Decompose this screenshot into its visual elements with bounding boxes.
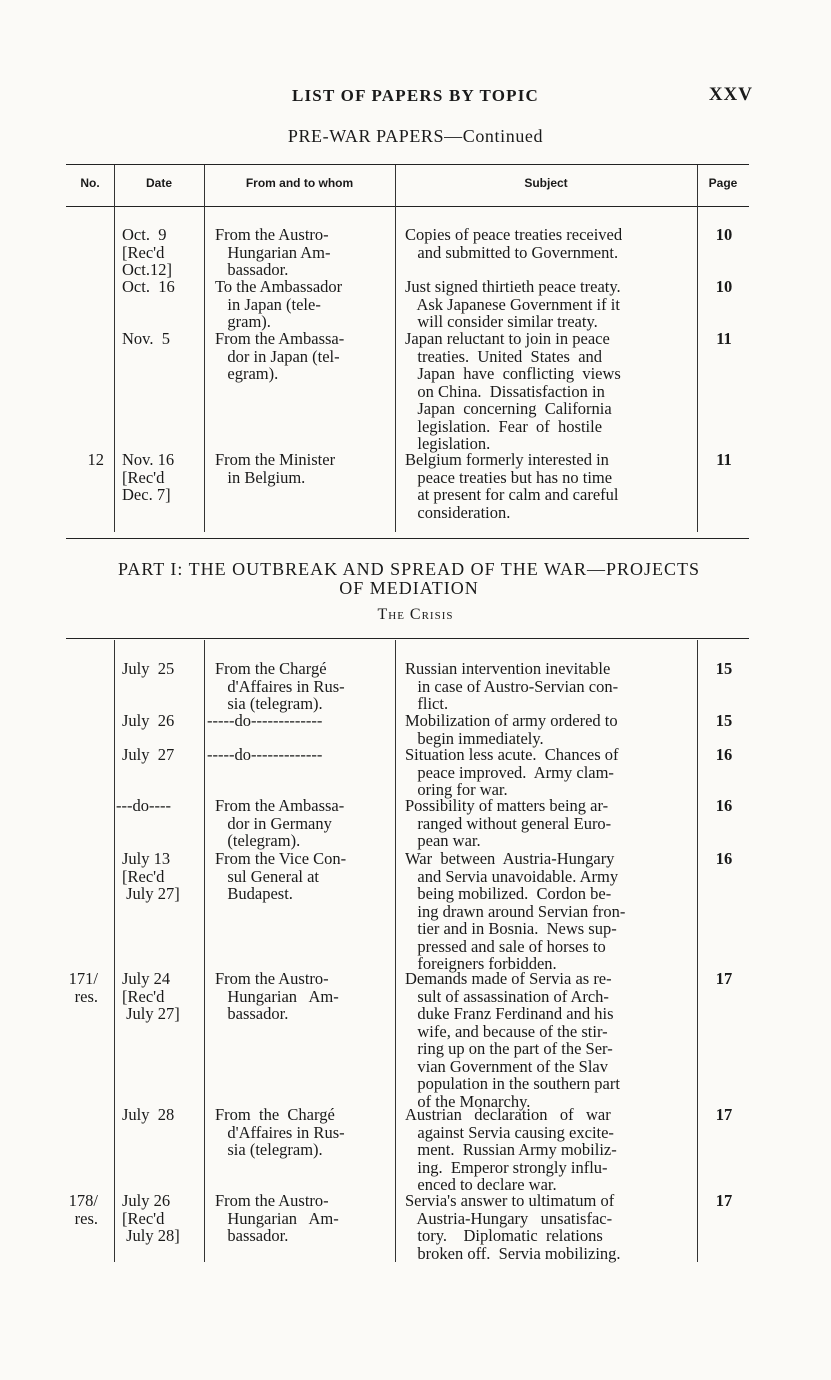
- column-header-page: Page: [708, 176, 738, 190]
- row-number: 171/ res.: [68, 969, 98, 1006]
- row-number: 12: [87, 450, 104, 469]
- row-subject: Servia's answer to ultimatum of Austria-Hungary unsatisfac- tory. Diplomatic relations broken off. Servia mobilizing.: [405, 1191, 621, 1263]
- row-subject: Austrian declaration of war against Servia causing excite- ment. Russian Army mobiliz- ing. Emperor strongly influ- enced to declare war.: [405, 1105, 617, 1194]
- row-date: Oct. 9 [Rec'd Oct.12]: [122, 225, 172, 279]
- row-page: 17: [715, 1105, 733, 1124]
- row-subject: Possibility of matters being ar- ranged without general Euro- pean war.: [405, 796, 612, 850]
- row-subject: Copies of peace treaties received and submitted to Government.: [405, 225, 623, 262]
- column-divider: [114, 165, 115, 532]
- row-date: July 24 [Rec'd July 27]: [122, 969, 180, 1023]
- row-page: 16: [715, 745, 733, 764]
- section-heading: PRE-WAR PAPERS—Continued: [287, 126, 544, 146]
- row-date: July 25: [122, 659, 175, 678]
- row-date: Nov. 16 [Rec'd Dec. 7]: [122, 450, 175, 504]
- row-subject: Belgium formerly interested in peace treaties but has no time at present for calm and careful consideration.: [405, 450, 619, 522]
- row-from: From the Austro- Hungarian Am- bassador.: [215, 225, 331, 279]
- row-number: 178/ res.: [68, 1191, 98, 1228]
- row-from: From the Austro- Hungarian Am- bassador.: [215, 1191, 339, 1245]
- part-title-line-1: PART I: THE OUTBREAK AND SPREAD OF THE WAR—PROJECTS: [117, 559, 700, 579]
- row-from: To the Ambassador in Japan (tele- gram).: [215, 277, 343, 331]
- column-divider: [697, 165, 698, 532]
- row-page: 15: [715, 659, 733, 678]
- column-divider: [204, 165, 205, 532]
- row-subject: War between Austria-Hungary and Servia unavoidable. Army being mobilized. Cordon be- ing drawn around Servian fron- tier and in Bosnia. News sup- pressed and sale of horses to foreigners forbidden.: [405, 849, 626, 973]
- row-subject: Demands made of Servia as re- sult of assassination of Arch- duke Franz Ferdinand and his wife, and because of the stir- ring up on the part of the Ser- vian Government of the Slav population in the southern part of the Monarchy.: [405, 969, 620, 1111]
- running-header-title: LIST OF PAPERS BY TOPIC: [291, 86, 540, 105]
- row-date: July 26 [Rec'd July 28]: [122, 1191, 180, 1245]
- column-divider: [697, 640, 698, 1262]
- row-date: July 26: [122, 711, 175, 730]
- page-number-roman: XXV: [708, 84, 753, 105]
- row-page: 15: [715, 711, 733, 730]
- row-from: -----do-------------: [207, 711, 323, 730]
- row-page: 16: [715, 849, 733, 868]
- row-page: 10: [715, 225, 733, 244]
- column-header-subject: Subject: [524, 176, 568, 190]
- column-divider: [114, 640, 115, 1262]
- part-title-line-2: OF MEDIATION: [339, 578, 479, 598]
- column-header-date: Date: [145, 176, 172, 190]
- row-subject: Just signed thirtieth peace treaty. Ask Japanese Government if it will consider similar treaty.: [405, 277, 621, 331]
- row-page: 11: [716, 329, 732, 348]
- row-from: From the Chargé d'Affaires in Rus- sia (telegram).: [215, 659, 345, 713]
- row-page: 10: [715, 277, 733, 296]
- row-date: ---do----: [116, 796, 171, 815]
- row-date: July 13 [Rec'd July 27]: [122, 849, 180, 903]
- row-page: 11: [716, 450, 732, 469]
- row-subject: Japan reluctant to join in peace treaties. United States and Japan have conflicting views on China. Dissatisfaction in Japan concerning California legislation. Fear of hostile legislation.: [405, 329, 621, 453]
- row-page: 17: [715, 1191, 733, 1210]
- row-from: From the Minister in Belgium.: [215, 450, 336, 487]
- row-from: -----do-------------: [207, 745, 323, 764]
- row-from: From the Ambassa- dor in Germany (telegram).: [215, 796, 345, 850]
- row-subject: Mobilization of army ordered to begin immediately.: [405, 711, 618, 748]
- column-header-from: From and to whom: [245, 176, 354, 190]
- column-divider: [395, 165, 396, 532]
- table-header-rule: [66, 206, 749, 207]
- row-page: 16: [715, 796, 733, 815]
- table-top-rule: [66, 164, 749, 165]
- row-subject: Russian intervention inevitable in case of Austro-Servian con- flict.: [405, 659, 619, 713]
- column-divider: [204, 640, 205, 1262]
- table-top-rule: [66, 638, 749, 639]
- row-from: From the Austro- Hungarian Am- bassador.: [215, 969, 339, 1023]
- subsection-heading: The Crisis: [377, 606, 454, 623]
- column-divider: [395, 640, 396, 1262]
- row-date: July 27: [122, 745, 175, 764]
- row-date: Nov. 5: [122, 329, 170, 348]
- column-header-no: No.: [80, 176, 100, 190]
- table-bottom-rule: [66, 538, 749, 539]
- row-from: From the Ambassa- dor in Japan (tel- egram).: [215, 329, 345, 383]
- row-date: Oct. 16: [122, 277, 175, 296]
- row-from: From the Chargé d'Affaires in Rus- sia (telegram).: [215, 1105, 345, 1159]
- part-title: [64, 560, 754, 598]
- row-from: From the Vice Con- sul General at Budapest.: [215, 849, 347, 903]
- row-subject: Situation less acute. Chances of peace improved. Army clam- oring for war.: [405, 745, 619, 799]
- row-page: 17: [715, 969, 733, 988]
- row-date: July 28: [122, 1105, 175, 1124]
